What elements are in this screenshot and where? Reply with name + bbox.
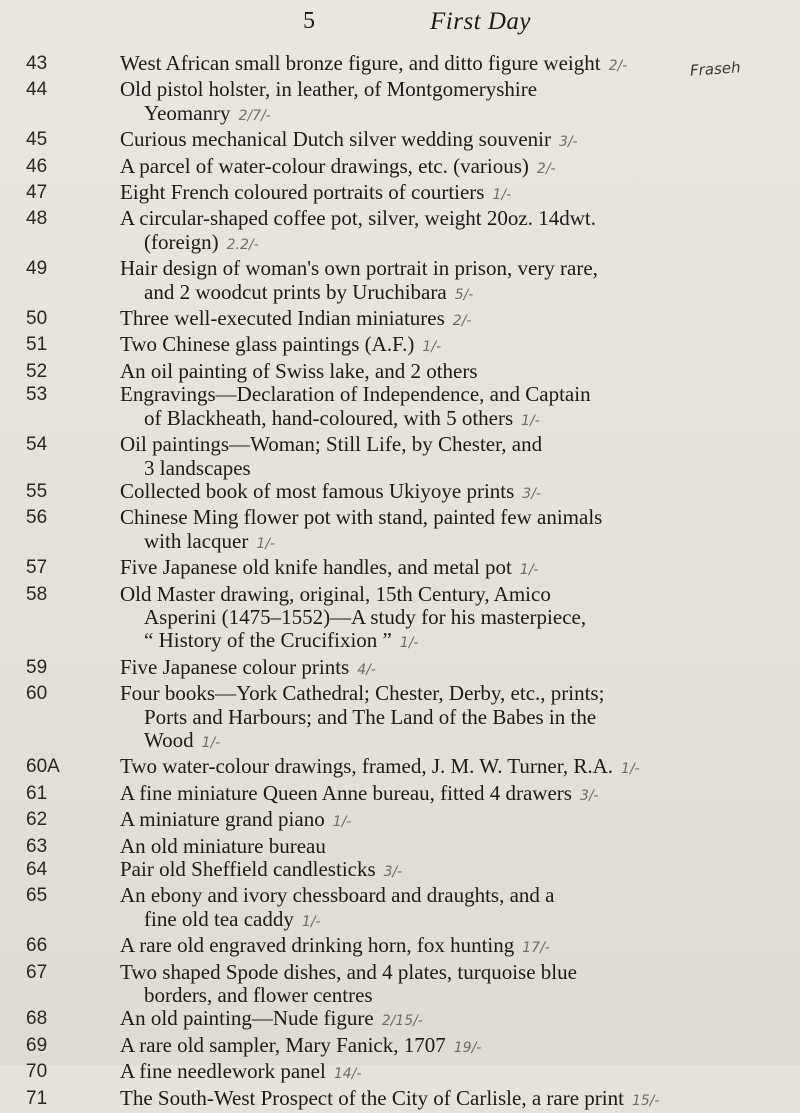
- lot-description: [72, 506, 680, 556]
- lot-description: [72, 257, 680, 307]
- lot-description-line: Wood 1/-: [144, 727, 221, 752]
- lot-entry: [0, 128, 800, 154]
- lot-description: [72, 656, 680, 682]
- lot-number: 70: [26, 1061, 48, 1083]
- handwritten-price: 1/-: [201, 734, 221, 751]
- lot-description-line: Three well-executed Indian miniatures 2/-: [120, 306, 472, 331]
- lot-description: [72, 782, 680, 808]
- handwritten-price: 5/-: [454, 286, 474, 303]
- page-header: [0, 8, 800, 44]
- handwritten-price: 2.2/-: [226, 236, 259, 253]
- lot-description-line: (foreign) 2.2/-: [144, 229, 259, 254]
- handwritten-price: 1/-: [621, 761, 640, 778]
- lot-number: 43: [26, 53, 48, 74]
- lot-entry: [0, 207, 800, 257]
- lot-number: 62: [26, 809, 48, 831]
- lot-description-line: Chinese Ming flower pot with stand, painted few animals: [120, 505, 603, 530]
- handwritten-price: 2/-: [452, 313, 472, 330]
- page-number: 5: [303, 8, 315, 34]
- lot-number: 57: [26, 557, 48, 579]
- lot-number: 60A: [26, 756, 60, 778]
- lot-description-line: Old Master drawing, original, 15th Century, Amico: [120, 581, 551, 606]
- lot-description: [72, 78, 680, 128]
- lot-description: [72, 433, 680, 480]
- lot-description-line: Four books—York Cathedral; Chester, Derby, etc., prints;: [120, 681, 605, 706]
- lot-description-line: fine old tea caddy 1/-: [144, 906, 321, 931]
- lot-description-line: A circular-shaped coffee pot, silver, weight 20oz. 14dwt.: [120, 206, 596, 231]
- lot-list: [0, 52, 800, 1113]
- handwritten-price: 14/-: [333, 1066, 362, 1083]
- lot-description-line: Hair design of woman's own portrait in prison, very rare,: [120, 256, 598, 281]
- handwritten-price: 1/-: [301, 913, 321, 930]
- handwritten-price: 1/-: [492, 187, 512, 204]
- lot-description-line: Two water-colour drawings, framed, J. M. W. Turner, R.A. 1/-: [120, 754, 640, 779]
- lot-description: [72, 181, 680, 207]
- lot-description-line: Ports and Harbours; and The Land of the Babes in the: [144, 704, 597, 729]
- lot-entry: [0, 961, 800, 1008]
- lot-description: [72, 480, 680, 506]
- lot-description-line: Asperini (1475–1552)—A study for his masterpiece,: [144, 604, 587, 629]
- lot-number: 68: [26, 1008, 48, 1030]
- lot-description-line: Five Japanese colour prints 4/-: [120, 654, 376, 679]
- lot-number: 67: [26, 961, 48, 983]
- lot-description-line: of Blackheath, hand-coloured, with 5 others 1/-: [144, 405, 540, 430]
- lot-number: 45: [26, 129, 48, 151]
- lot-description: [72, 682, 680, 755]
- lot-description: [72, 884, 680, 934]
- lot-entry: [0, 480, 800, 506]
- lot-description: [72, 360, 680, 383]
- lot-entry: [0, 858, 800, 884]
- lot-number: 59: [26, 656, 48, 678]
- lot-number: 44: [26, 79, 48, 101]
- handwritten-price: 1/-: [422, 339, 442, 356]
- handwritten-price: 2/-: [608, 58, 628, 74]
- lot-number: 49: [26, 258, 48, 280]
- handwritten-margin-note: Fraseh: [689, 58, 742, 80]
- lot-entry: [0, 257, 800, 307]
- handwritten-price: 19/-: [453, 1039, 482, 1056]
- lot-number: 56: [26, 507, 48, 529]
- lot-description-line: borders, and flower centres: [144, 983, 373, 1008]
- lot-entry: [0, 52, 800, 78]
- lot-number: 65: [26, 885, 48, 907]
- lot-entry: [0, 808, 800, 834]
- lot-number: 48: [26, 208, 48, 230]
- lot-entry: [0, 78, 800, 128]
- lot-description: [72, 583, 680, 656]
- lot-description: [72, 934, 680, 960]
- handwritten-price: 3/-: [383, 864, 403, 880]
- lot-entry: [0, 360, 800, 383]
- lot-description-line: Engravings—Declaration of Independence, and Captain: [120, 382, 591, 407]
- lot-description: [72, 1087, 680, 1113]
- lot-number: 58: [26, 583, 48, 605]
- handwritten-price: 1/-: [332, 814, 352, 831]
- lot-description-line: Five Japanese old knife handles, and metal pot 1/-: [120, 555, 539, 580]
- lot-entry: [0, 782, 800, 808]
- handwritten-price: 1/-: [399, 635, 419, 652]
- handwritten-price: 2/-: [536, 160, 556, 177]
- lot-description: [72, 755, 680, 781]
- lot-number: 54: [26, 434, 48, 456]
- lot-description-line: West African small bronze figure, and ditto figure weight 2/-: [120, 51, 628, 75]
- lot-entry: [0, 1034, 800, 1060]
- lot-number: 46: [26, 155, 48, 177]
- lot-description: [72, 858, 680, 884]
- lot-number: 64: [26, 859, 48, 880]
- lot-entry: [0, 181, 800, 207]
- lot-description-line: A rare old engraved drinking horn, fox hunting 17/-: [120, 933, 550, 958]
- lot-number: 51: [26, 334, 48, 356]
- lot-description-line: Oil paintings—Woman; Still Life, by Chester, and: [120, 432, 543, 457]
- lot-entry: [0, 383, 800, 433]
- lot-description-line: Eight French coloured portraits of courtiers 1/-: [120, 180, 512, 205]
- lot-description-line: The South-West Prospect of the City of Carlisle, a rare print 15/-: [120, 1085, 660, 1110]
- lot-entry: [0, 1007, 800, 1033]
- lot-number: 71: [26, 1087, 48, 1109]
- lot-description: [72, 333, 680, 359]
- lot-description-line: A rare old sampler, Mary Fanick, 1707 19/-: [120, 1032, 482, 1057]
- lot-description-line: 3 landscapes: [144, 455, 251, 480]
- handwritten-price: 4/-: [357, 661, 376, 678]
- lot-entry: [0, 656, 800, 682]
- handwritten-price: 3/-: [558, 134, 578, 151]
- lot-number: 60: [26, 683, 48, 705]
- lot-description-line: A fine miniature Queen Anne bureau, fitted 4 drawers 3/-: [120, 780, 599, 805]
- lot-entry: [0, 884, 800, 934]
- lot-entry: [0, 682, 800, 755]
- lot-entry: [0, 755, 800, 781]
- lot-entry: [0, 333, 800, 359]
- lot-entry: [0, 155, 800, 181]
- lot-description-line: “ History of the Crucifixion ” 1/-: [144, 628, 419, 653]
- handwritten-price: 3/-: [522, 485, 541, 502]
- lot-description-line: Curious mechanical Dutch silver wedding souvenir 3/-: [120, 127, 578, 152]
- lot-number: 66: [26, 935, 48, 957]
- lot-entry: [0, 1087, 800, 1113]
- lot-description-line: Collected book of most famous Ukiyoye prints 3/-: [120, 478, 541, 503]
- lot-description-line: and 2 woodcut prints by Uruchibara 5/-: [144, 279, 474, 304]
- lot-entry: [0, 506, 800, 556]
- handwritten-price: 15/-: [631, 1092, 660, 1109]
- lot-entry: [0, 1060, 800, 1086]
- lot-entry: [0, 835, 800, 858]
- running-title: First Day: [430, 8, 532, 35]
- lot-description: [72, 383, 680, 433]
- lot-entry: [0, 556, 800, 582]
- lot-description-line: Yeomanry 2/7/-: [144, 100, 271, 125]
- handwritten-price: 1/-: [521, 412, 540, 429]
- lot-description: [72, 1060, 680, 1086]
- lot-description: [72, 808, 680, 834]
- lot-description-line: Old pistol holster, in leather, of Montgomeryshire: [120, 77, 538, 102]
- lot-entry: [0, 307, 800, 333]
- lot-description: [72, 1034, 680, 1060]
- lot-description: [72, 1007, 680, 1033]
- handwritten-price: 2/15/-: [381, 1013, 423, 1030]
- lot-description: [72, 207, 680, 257]
- lot-description: [72, 307, 680, 333]
- lot-entry: [0, 934, 800, 960]
- lot-description-line: An old miniature bureau: [120, 833, 326, 858]
- lot-number: 63: [26, 835, 48, 857]
- lot-number: 53: [26, 384, 48, 406]
- lot-description-line: An ebony and ivory chessboard and draughts, and a: [120, 883, 555, 908]
- handwritten-price: 17/-: [522, 940, 550, 957]
- lot-description: [72, 556, 680, 582]
- handwritten-price: 1/-: [256, 535, 276, 552]
- lot-description: [72, 961, 680, 1008]
- handwritten-price: 1/-: [519, 562, 539, 579]
- lot-entry: [0, 583, 800, 656]
- lot-description-line: A fine needlework panel 14/-: [120, 1059, 362, 1084]
- lot-description-line: An oil painting of Swiss lake, and 2 others: [120, 358, 478, 383]
- lot-description-line: Two shaped Spode dishes, and 4 plates, turquoise blue: [120, 959, 577, 984]
- lot-description: [72, 155, 680, 181]
- lot-description-line: A parcel of water-colour drawings, etc. (various) 2/-: [120, 153, 556, 178]
- lot-description-line: An old painting—Nude figure 2/15/-: [120, 1006, 423, 1031]
- lot-number: 50: [26, 308, 48, 330]
- lot-description: [72, 835, 680, 858]
- lot-description-line: A miniature grand piano 1/-: [120, 807, 352, 832]
- lot-entry: [0, 433, 800, 480]
- lot-description: [72, 128, 680, 154]
- lot-number: 61: [26, 782, 48, 804]
- handwritten-price: 2/7/-: [238, 107, 271, 124]
- lot-description-line: with lacquer 1/-: [144, 528, 276, 553]
- lot-number: 69: [26, 1034, 48, 1056]
- handwritten-price: 3/-: [579, 787, 599, 804]
- lot-description: [72, 52, 680, 78]
- lot-number: 55: [26, 480, 48, 502]
- lot-description-line: Two Chinese glass paintings (A.F.) 1/-: [120, 332, 442, 357]
- lot-number: 52: [26, 360, 48, 382]
- lot-number: 47: [26, 182, 48, 204]
- lot-description-line: Pair old Sheffield candlesticks 3/-: [120, 857, 403, 881]
